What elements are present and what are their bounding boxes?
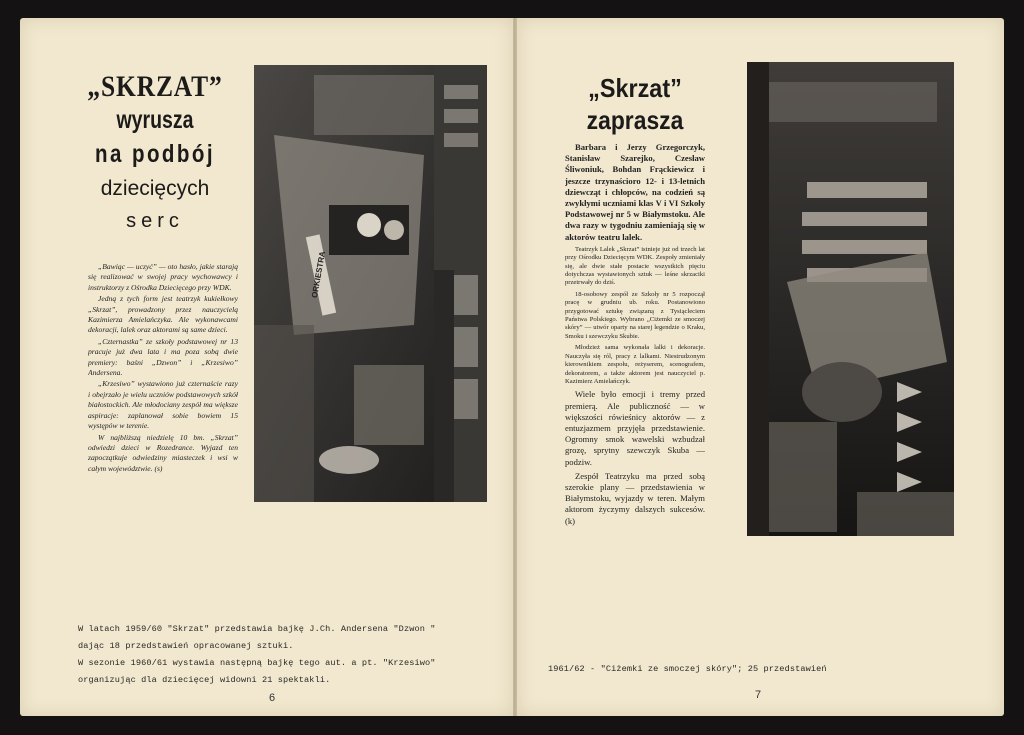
article-paragraph: W najbliższą niedzielę 10 bm. „Skrzat” odwiedzi dzieci w Rozedrance. Wyjazd ten zapoczątkuje odwiedziny miasteczek i wsi w całym województwie. (s) (88, 432, 238, 473)
article-paragraph: Zespół Teatrzyku ma przed sobą szerokie plany — przedstawienia w Białymstoku, wyjazdy w teren. Małym aktorom życzymy dalszych sukcesów. (k) (565, 470, 705, 526)
caption-line: organizując dla dziecięcej widowni 21 spektakli. (78, 675, 331, 685)
headline-line-1: „SKRZAT” (87, 70, 223, 103)
headline-line-2: wyrusza (116, 106, 194, 134)
photo-sign-text: ORKIESTRA (310, 250, 328, 299)
headline-line-5: serc (126, 210, 184, 232)
puppet-stage-photo-drawing (254, 65, 487, 502)
page-number-right: 7 (755, 689, 762, 701)
article-paragraph: „Bawiąc — uczyć” — oto hasło, jakie starają się realizować w swojej pracy wychowawcy i instruktorzy z Ośrodka Dziecięcego przy WDK. (88, 262, 238, 292)
headline-line-3: na podbój (94, 140, 216, 168)
article-paragraph: „Czternastka” ze szkoły podstawowej nr 13 pracuje już dwa lata i ma poza sobą dwie premiery: baśni „Dzwon” i „Krzesiwo” Andersena. (88, 336, 238, 378)
right-headline (555, 72, 715, 136)
left-headline (60, 70, 250, 236)
puppet-stage-photo (254, 65, 487, 502)
article-paragraph: Teatrzyk Lalek „Skrzat” istnieje już od trzech lat przy Ośrodku Dziecięcym WDK. Zespoły zmieniały się, ale dwie stałe postacie wszystkich pięciu dotychczas wystawionych sztuk — leśne skrzaciki przetrwały do dziś. (565, 245, 705, 287)
article-paragraph: Barbara i Jerzy Grzegorczyk, Stanisław Szarejko, Czesław Śliwoniuk, Bohdan Frąckiewicz i jeszcze trzynaścioro 12- i 13-letnich dziewcząt i chłopców, na codzień są zwykłymi uczniami klas V i VI Szkoły Podstawowej nr 5 w Białymstoku. Ale dwa razy w tygodniu zamieniają się w aktorów teatru lalek. (565, 142, 705, 242)
article-paragraph: „Krzesiwo” wystawiono już czternaście razy i obejrzało je wielu uczniów podstawowych szkół białostockich. Ale młodociany zespół ma większe aspiracje: zaplanował sobie bowiem 15 występów w terenie. (88, 379, 238, 431)
caption-line: W latach 1959/60 "Skrzat" przedstawia bajkę J.Ch. Andersena "Dzwon " (78, 624, 436, 634)
right-page (517, 18, 1004, 716)
article-paragraph: Jedną z tych form jest teatrzyk kukiełkowy „Skrzat”, prowadzony przez nauczycielą Kazimierza Amielańczyka. Ale wykonawcami dekoracji, lalek oraz aktorami są same dzieci. (88, 294, 238, 335)
article-paragraph: Młodzież sama wykonała lalki i dekoracje. Nauczyła się ról, pracy z lalkami. Niestrudzonym kierownikiem zespołu, reżyserem, scenografem, dekoratorem, a także aktorem jest nauczyciel p. Kazimierz Amielańczyk. (565, 344, 705, 385)
left-page (20, 18, 513, 716)
left-caption (78, 621, 498, 689)
caption-line: W sezonie 1960/61 wystawia następną bajkę tego aut. a pt. "Krzesiwo" (78, 658, 436, 668)
article-paragraph: Wiele było emocji i tremy przed premierą. Ale publiczność — w większości rówieśnicy aktorów — z entuzjazmem przyjęła przedstawienie. Ogromny smok wawelski wzbudzał grozę, sprytny szewczyk Skuba — podziw. (565, 389, 705, 467)
headline-line-1: „Skrzat” (588, 73, 682, 103)
caption-line: dając 18 przedstawień opracowanej sztuki. (78, 641, 294, 651)
right-article (565, 142, 705, 642)
headline-line-4: dziecięcych (100, 177, 210, 200)
headline-line-2: zaprasza (586, 105, 684, 135)
right-caption (548, 661, 988, 678)
left-article (88, 262, 238, 594)
article-paragraph: 18-osobowy zespół ze Szkoły nr 5 rozpoczął pracę w grudniu ub. roku. Postanowiono przygotować sztukę związaną z Tysiącleciem Państwa Polskiego. Wybrano „Ciżemki ze smoczej skóry” — utwór oparty na starej legendzie o Kraku, Smoku i szewczyku Skubie. (565, 290, 705, 340)
caption-line: 1961/62 - "Ciżemki ze smoczej skóry"; 25 przedstawień (548, 664, 827, 674)
page-number-left: 6 (269, 692, 276, 704)
dragon-puppet-photo (747, 62, 954, 536)
dragon-puppet-photo-drawing (747, 62, 954, 536)
